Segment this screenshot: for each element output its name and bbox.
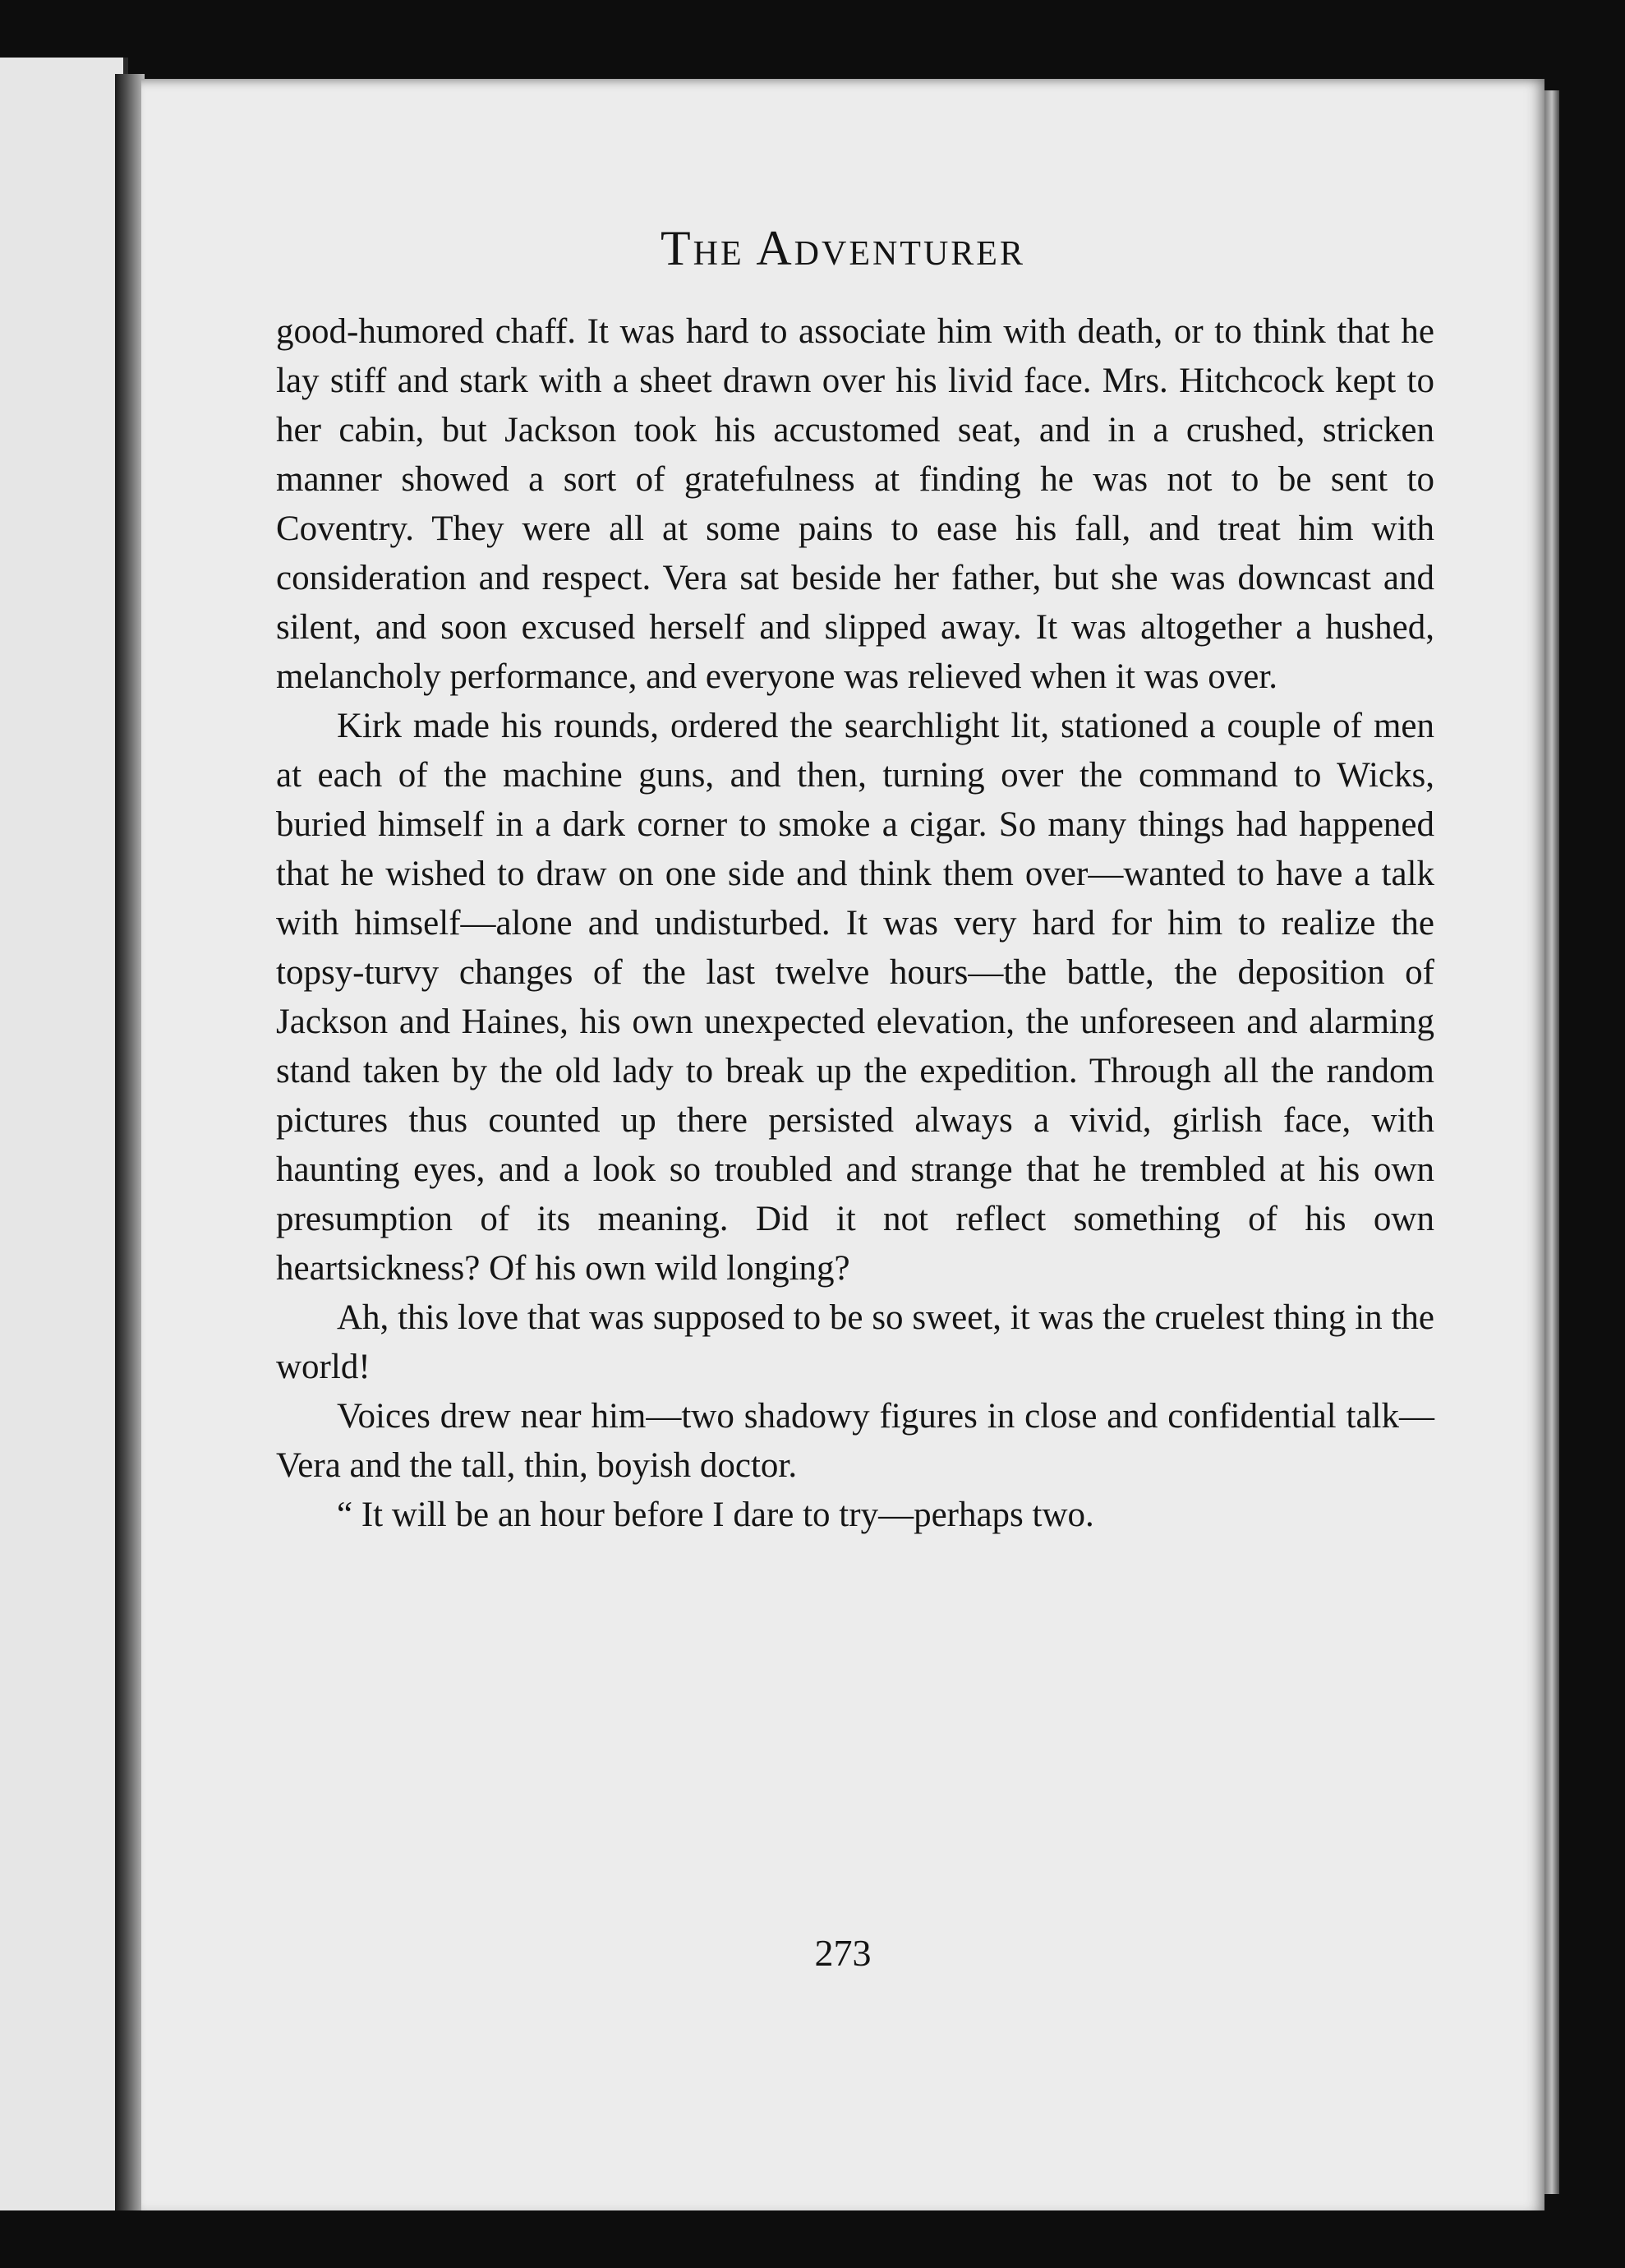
paragraph: good-humored chaff. It was hard to associate him with death, or to think that he lay stiff and stark with a sheet drawn over his livid face. Mrs. Hitchcock kept to her cabin, but Jackson took his accustomed seat, and in a crushed, stricken manner showed a sort of gratefulness at finding he was not to be sent to Coventry. They were all at some pains to ease his fall, and treat him with consideration and respect. Vera sat beside her father, but she was downcast and silent, and soon excused herself and slipped away. It was altogether a hushed, melancholy performance, and everyone was relieved when it was over. bbox=[276, 312, 1434, 696]
paragraph: Voices drew near him—two shadowy figures in close and confidential talk—Vera and the tall, thin, boyish doctor. bbox=[276, 1397, 1434, 1485]
paragraph: “ It will be an hour before I dare to try—perhaps two. bbox=[337, 1496, 1094, 1534]
paragraph: Ah, this love that was supposed to be so sweet, it was the cruelest thing in the world! bbox=[276, 1298, 1434, 1386]
book-page bbox=[141, 79, 1544, 2210]
facing-page-edge bbox=[0, 58, 128, 2210]
book-gutter bbox=[115, 74, 145, 2210]
paragraph: Kirk made his rounds, ordered the searchlight lit, stationed a couple of men at each of the machine guns, and then, turning over the command to Wicks, buried himself in a dark corner to smoke a cigar. So many things had happened that he wished to draw on one side and think them over—wanted to have a talk with himself—alone and undisturbed. It was very hard for him to realize the topsy-turvy changes of the last twelve hours—the battle, the deposition of Jackson and Haines, his own unexpected elevation, the unforeseen and alarming stand taken by the old lady to break up the expedition. Through all the random pictures thus counted up there persisted always a vivid, girlish face, with haunting eyes, and a look so troubled and strange that he trembled at his own presumption of its meaning. Did it not reflect something of his own heartsickness? Of his own wild longing? bbox=[276, 707, 1434, 1288]
body-text bbox=[276, 307, 1434, 1540]
page-edge-right bbox=[1544, 90, 1559, 2194]
running-head: The Adventurer bbox=[661, 221, 1025, 275]
page-number: 273 bbox=[814, 1932, 872, 1974]
